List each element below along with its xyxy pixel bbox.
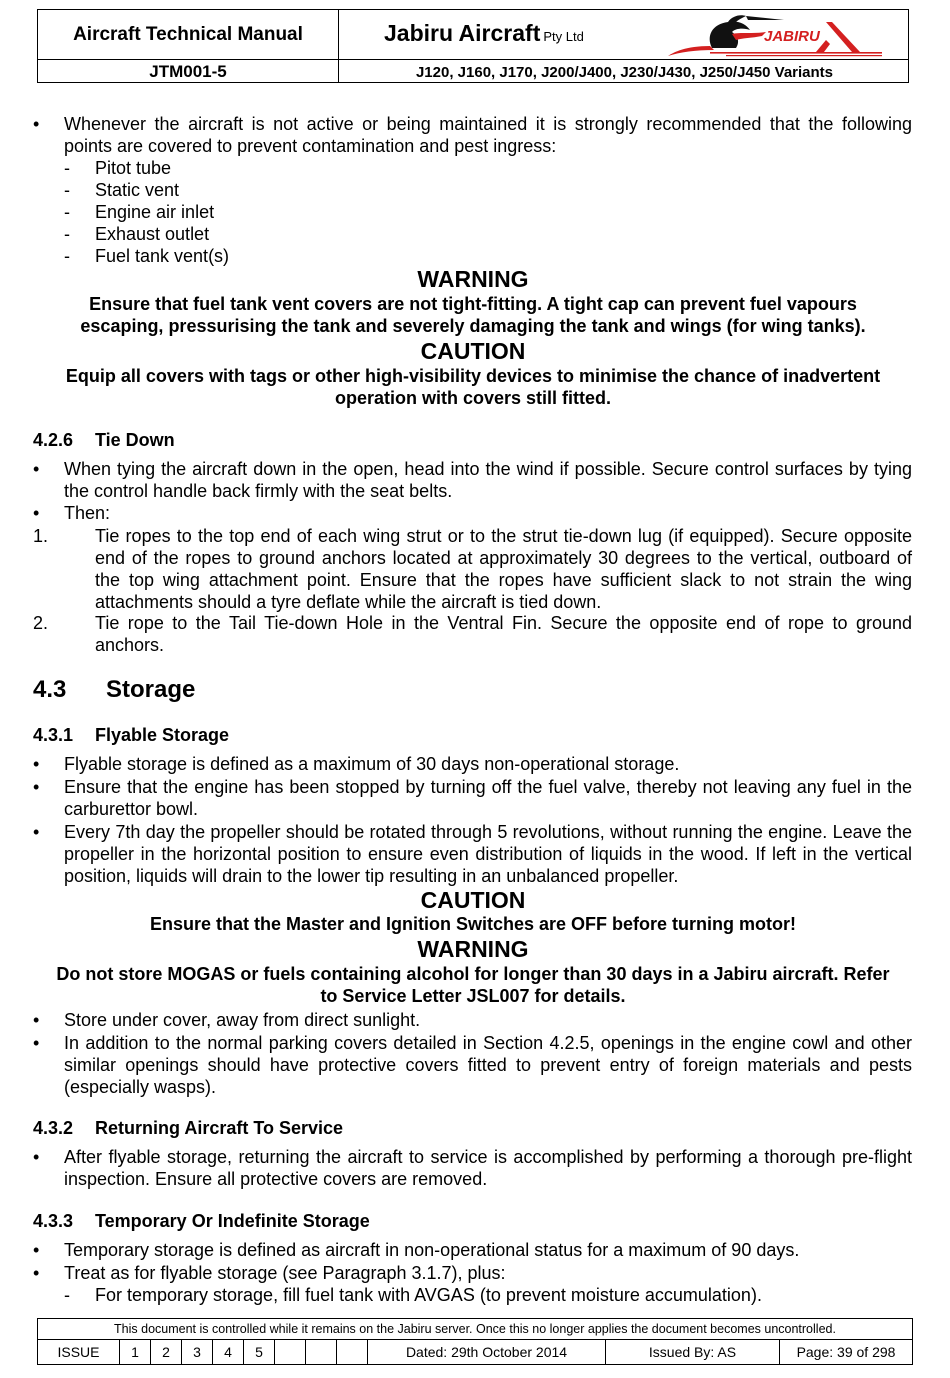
warning-heading: WARNING <box>417 266 529 292</box>
caution-text: operation with covers still fitted. <box>334 388 612 408</box>
warning-heading: WARNING <box>417 936 529 962</box>
bullet-icon: • <box>33 114 40 134</box>
issued-by-cell: Issued By: AS <box>606 1340 780 1365</box>
variants-line: J120, J160, J170, J200/J400, J230/J430, J250/J450 Variants <box>415 63 834 81</box>
bullet-icon: • <box>33 459 40 479</box>
tie-down-bullet: When tying the aircraft down in the open, head into the wind if possible. Secure control surfaces by tying the control handle back firmly with the seat belts. <box>64 459 912 501</box>
jabiru-bird-logo <box>666 12 886 58</box>
tie-down-bullet: Then: <box>64 503 111 523</box>
warning-text: Do not store MOGAS or fuels containing alcohol for longer than 30 days in a Jabiru aircraft. Refer <box>56 964 890 984</box>
issue-cell: 2 <box>151 1340 182 1365</box>
section-title: Tie Down <box>95 430 175 450</box>
storage-dash-item: For temporary storage, fill fuel tank with AVGAS (to prevent moisture accumulation). <box>95 1285 762 1305</box>
caution-text: Ensure that the Master and Ignition Switches are OFF before turning motor! <box>149 914 797 934</box>
issue-cell: 4 <box>213 1340 244 1365</box>
document-footer <box>37 1318 913 1365</box>
section-title: Returning Aircraft To Service <box>95 1118 344 1138</box>
caution-heading: CAUTION <box>420 887 526 913</box>
section-number: 4.3.3 <box>33 1211 74 1231</box>
document-header <box>37 9 909 83</box>
storage-bullet: Temporary storage is defined as aircraft in non-operational status for a maximum of 90 days. <box>64 1240 800 1260</box>
storage-bullet: Treat as for flyable storage (see Paragraph 3.1.7), plus: <box>64 1263 506 1283</box>
issue-cell: 5 <box>244 1340 275 1365</box>
dated-cell: Dated: 29th October 2014 <box>368 1340 606 1365</box>
cover-point: Pitot tube <box>95 158 172 178</box>
control-note: This document is controlled while it remains on the Jabiru server. Once this no longer applies the document becomes uncontrolled. <box>114 1322 836 1336</box>
issue-cell <box>306 1340 337 1365</box>
section-title: Flyable Storage <box>95 725 230 745</box>
company-name: Jabiru Aircraft Pty Ltd <box>384 20 584 46</box>
issue-cell <box>275 1340 306 1365</box>
cover-point: Engine air inlet <box>95 202 215 222</box>
cover-point: Static vent <box>95 180 180 200</box>
step-text: Tie ropes to the top end of each wing strut or to the strut tie-down lug (if equipped). Secure opposite end of the ropes to ground anchors located at approximately 30 degrees to the vertical, outboard of the top wing attachment point. Ensure that the ropes have sufficient slack to not strain the wing attachments should a tyre deflate while the aircraft is tied down. <box>95 526 912 612</box>
storage-bullet: Store under cover, away from direct sunlight. <box>64 1010 421 1030</box>
section-number: 4.3 <box>33 676 67 703</box>
storage-bullet: Every 7th day the propeller should be rotated through 5 revolutions, without running the engine. Leave the propeller in the horizontal position to ensure even distribution of liquids in the wood. If left in the vertical position, liquids will drain to the lower tip resulting in an unbalanced propeller. <box>64 822 912 886</box>
issue-cell: 1 <box>120 1340 151 1365</box>
issue-cell: 3 <box>182 1340 213 1365</box>
storage-bullet: Flyable storage is defined as a maximum of 30 days non-operational storage. <box>64 754 680 774</box>
bullet-icon: • <box>33 754 40 774</box>
warning-text: Ensure that fuel tank vent covers are not tight-fitting. A tight cap can prevent fuel vapours <box>89 294 857 314</box>
section-number: 4.3.2 <box>33 1118 74 1138</box>
bullet-icon: • <box>33 1240 40 1260</box>
cover-point: Exhaust outlet <box>95 224 210 244</box>
caution-text: Equip all covers with tags or other high-visibility devices to minimise the chance of inadvertent <box>65 366 881 386</box>
section-title: Storage <box>106 676 196 703</box>
footer-row <box>38 1339 912 1365</box>
manual-title: Aircraft Technical Manual <box>73 23 303 45</box>
covers-intro: Whenever the aircraft is not active or being maintained it is strongly recommended that the following points are covered to prevent contamination and pest ingress: <box>64 114 912 156</box>
document-number: JTM001-5 <box>149 62 227 81</box>
step-number: 1. <box>33 526 49 546</box>
warning-text: to Service Letter JSL007 for details. <box>320 986 626 1006</box>
bullet-icon: • <box>33 777 40 797</box>
caution-heading: CAUTION <box>420 338 526 364</box>
bullet-icon: • <box>33 1263 40 1283</box>
bullet-icon: • <box>33 1033 40 1053</box>
section-title: Temporary Or Indefinite Storage <box>95 1211 370 1231</box>
section-number: 4.2.6 <box>33 430 74 450</box>
storage-bullet: In addition to the normal parking covers detailed in Section 4.2.5, openings in the engine cowl and other similar openings should have protective covers fitted to prevent entry of foreign materials and pests (especially wasps). <box>64 1033 912 1097</box>
cover-point: Fuel tank vent(s) <box>95 246 230 266</box>
bullet-icon: • <box>33 822 40 842</box>
warning-text: escaping, pressurising the tank and severely damaging the tank and wings (for wing tanks). <box>80 316 866 336</box>
page-number-cell: Page: 39 of 298 <box>796 1344 896 1360</box>
section-number: 4.3.1 <box>33 725 74 745</box>
bullet-icon: • <box>33 1147 40 1167</box>
step-text: Tie rope to the Tail Tie-down Hole in the Ventral Fin. Secure the opposite end of rope to ground anchors. <box>95 613 912 655</box>
service-bullet: After flyable storage, returning the aircraft to service is accomplished by performing a thorough pre-flight inspection. Ensure all protective covers are removed. <box>64 1147 912 1189</box>
storage-bullet: Ensure that the engine has been stopped by turning off the fuel valve, thereby not leaving any fuel in the carburettor bowl. <box>64 777 912 819</box>
step-number: 2. <box>33 613 49 633</box>
logo-wordmark: JABIRU <box>764 28 820 45</box>
bullet-icon: • <box>33 503 40 523</box>
bullet-icon: • <box>33 1010 40 1030</box>
issue-label: ISSUE <box>38 1340 120 1365</box>
